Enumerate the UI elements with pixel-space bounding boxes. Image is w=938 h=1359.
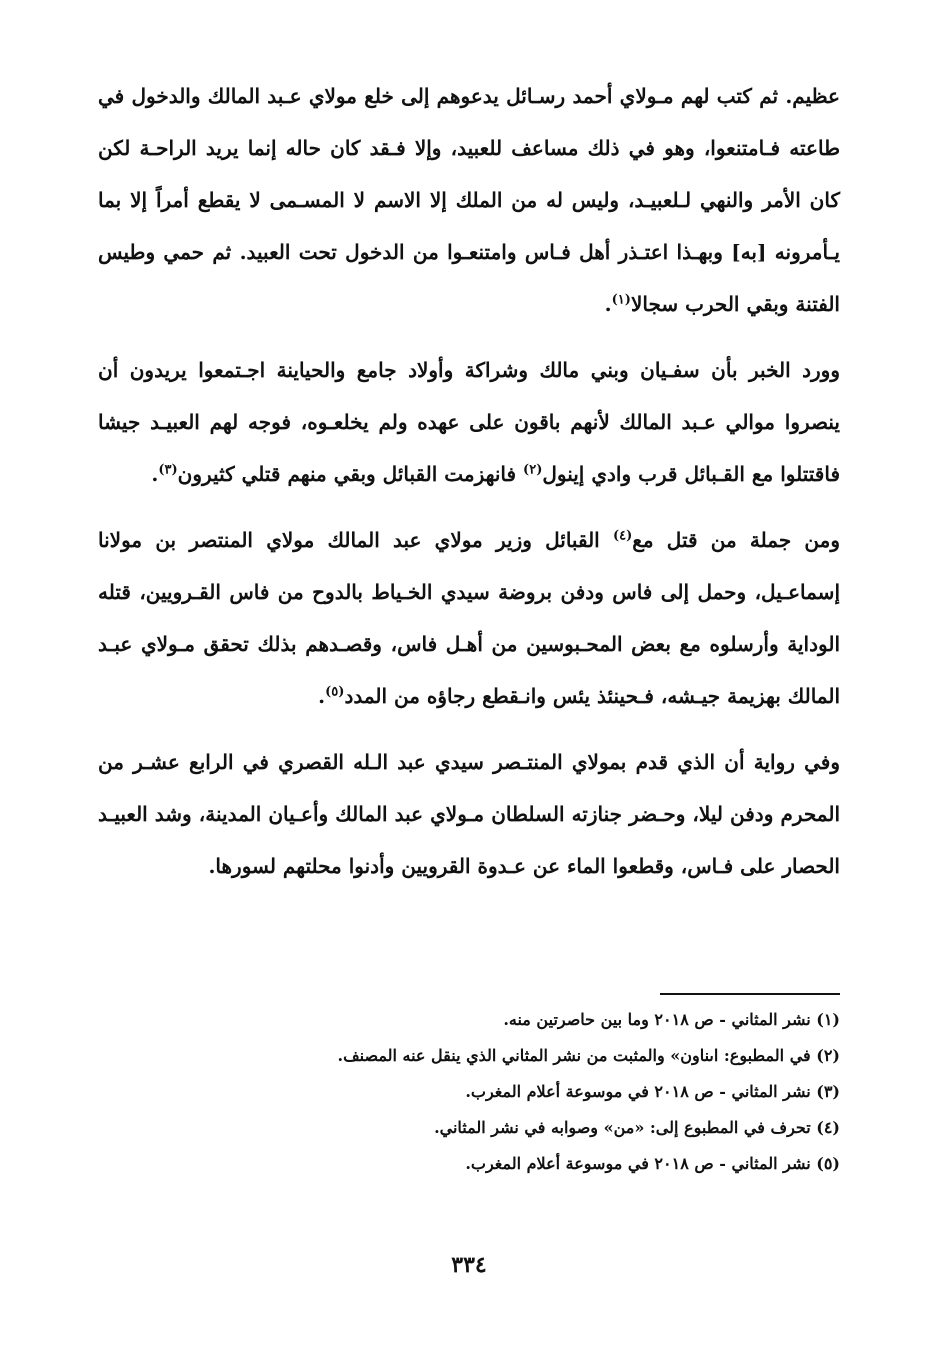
page-number: ٣٣٤: [451, 1252, 487, 1278]
paragraph-3-text-b: القبائل وزير مولاي عبد المالك مولاي المنتصر بن مولانا إسماعـيل، وحمل إلى فاس ودفن بروضة سيدي الخـياط بالدوح من فاس القـرويين، قتله الوداية وأرسلوه مع بعض المحـبوسين من أهـل فاس، وقصـدهم بذلك تحقق مـولاي عبـد المالك بهزيمة جيـشه، فـحينئذ يئس وانـقطع رجاؤه من المدد: [98, 528, 840, 708]
main-text: [98, 70, 840, 906]
footnote-ref-1: (١): [611, 292, 631, 308]
footnote-ref-3: (٣): [158, 462, 178, 478]
paragraph-3-text-a: ومن جملة من قتل مع: [632, 528, 840, 552]
footnote-ref-2: (٢): [523, 462, 543, 478]
footnotes: [98, 1002, 840, 1182]
paragraph-3: [98, 514, 840, 722]
footnote-2: (٢) في المطبوع: اىناون» والمثبت من نشر المثاني الذي ينقل عنه المصنف.: [337, 1046, 840, 1065]
paragraph-2: [98, 344, 840, 500]
paragraph-3-end: .: [318, 684, 326, 708]
paragraph-1: [98, 70, 840, 330]
paragraph-4-text: وفي رواية أن الذي قدم بمولاي المنتـصر سيدي عبد الـله القصري في الرابع عشـر من المحرم ودفن ليلا، وحـضر جنازته السلطان مـولاي عبد المالك وأعـيان المدينة، وشد العبيـد الحصار على فـاس، وقطعوا الماء عن عـدوة القرويين وأدنوا محلتهم لسورها.: [98, 750, 840, 878]
footnote-separator: [660, 993, 840, 995]
paragraph-1-end: .: [604, 292, 612, 316]
footnote-3: (٣) نشر المثاني - ص ٢٠١٨ في موسوعة أعلام المغرب.: [465, 1082, 840, 1101]
footnote-5: (٥) نشر المثاني - ص ٢٠١٨ في موسوعة أعلام المغرب.: [465, 1154, 840, 1173]
footnote-1: (١) نشر المثاني - ص ٢٠١٨ وما بين حاصرتين منه.: [503, 1010, 840, 1029]
paragraph-4: [98, 736, 840, 892]
paragraph-1-text: عظيم. ثم كتب لهم مـولاي أحمد رسـائل يدعوهم إلى خلع مولاي عـبد المالك والدخول في طاعته فـامتنعوا، وهو في ذلك مساعف للعبيد، وإلا فـقد كان حاله إنما يريد الراحـة لكن كان الأمر والنهي لـلعبيـد، وليس له من الملك إلا الاسم لا المسـمى لا يقطع أمراً إلا بما يـأمرونه [به] وبهـذا اعتـذر أهل فـاس وامتنعـوا من الدخول تحت العبيد. ثم حمي وطيس الفتنة وبقي الحرب سجالا: [98, 84, 840, 316]
footnote-ref-5: (٥): [325, 684, 345, 700]
paragraph-2-text-b: فانهزمت القبائل وبقي منهم قتلي كثيرون: [177, 462, 524, 486]
footnote-ref-4: (٤): [612, 528, 633, 544]
footnote-4: (٤) تحرف في المطبوع إلى: «من» وصوابه في نشر المثاني.: [434, 1118, 840, 1137]
paragraph-2-end: .: [151, 462, 159, 486]
paragraph-2-text-a: وورد الخبر بأن سفـيان وبني مالك وشراكة وأولاد جامع والحياينة اجـتمعوا يريدون أن ينصروا موالي عـبد المالك لأنهم باقون على عهده ولم يخلعـوه، فوجه لهم العبيـد جيشا فاقتتلوا مع القـبائل قرب وادي إينول: [98, 358, 840, 486]
